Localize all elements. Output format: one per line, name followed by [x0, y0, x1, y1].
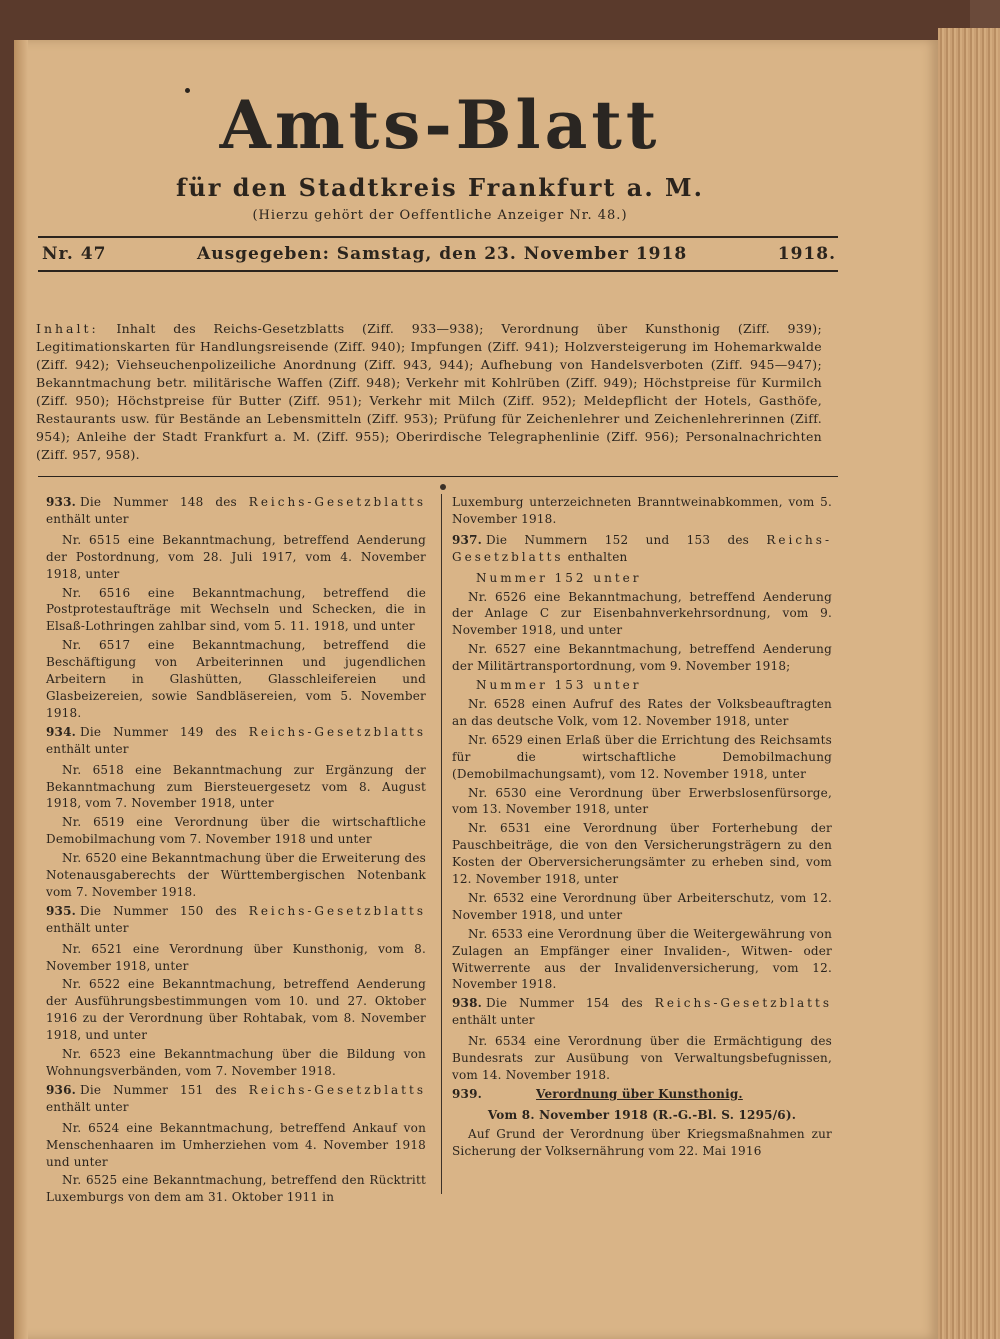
section-text: Die Nummer 154 des: [486, 996, 655, 1011]
list-item: Nr. 6525 eine Bekanntmachung, betreffend den Rücktritt Luxemburgs von dem am 31. Oktober 1911 in: [46, 1173, 426, 1205]
list-item: Nr. 6530 eine Verordnung über Erwerbslosenfürsorge, vom 13. November 1918, unter: [452, 785, 832, 817]
left-column: [46, 494, 426, 1208]
section-number: 933.: [46, 495, 77, 509]
section-spaced-text: Reichs-Gesetzblatts: [452, 532, 832, 564]
section-number: 936.: [46, 1082, 77, 1097]
issue-number: Nr. 47: [42, 244, 107, 264]
paragraph: Luxemburg unterzeichneten Branntweinabkommen, vom 5. November 1918.: [452, 495, 832, 526]
subheading: Nummer 152 unter: [476, 570, 642, 585]
ordinance-heading: [452, 1086, 832, 1103]
list-item: Nr. 6528 einen Aufruf des Rates der Volksbeauftragten an das deutsche Volk, vom 12. November 1918, unter: [452, 696, 832, 728]
issue-year: 1918.: [777, 244, 836, 264]
section-heading: [452, 995, 832, 1029]
list-item: Nr. 6516 eine Bekanntmachung, betreffend die Postprotestaufträge mit Wechseln und Schecken, die in Elsaß-Lothringen zahlbar sind, vom 5. 11. 1918, und unter: [46, 585, 426, 634]
issue-date: Ausgegeben: Samstag, den 23. November 1918: [197, 244, 688, 264]
ordinance-title: Verordnung über Kunsthonig.: [536, 1086, 743, 1101]
section-heading: [46, 494, 426, 528]
section-number: 939.: [452, 1086, 483, 1101]
page-fold-shadow: [14, 40, 28, 1339]
section-spaced-text: Reichs-Gesetzblatts: [654, 996, 832, 1011]
column-divider: [441, 494, 442, 1194]
list-item: Nr. 6534 eine Verordnung über die Ermächtigung des Bundesrats zur Ausübung von Verwaltungsbefugnissen, vom 14. November 1918.: [452, 1034, 832, 1082]
header-rule-bottom: [38, 270, 838, 272]
list-item: Nr. 6519 eine Verordnung über die wirtschaftliche Demobilmachung vom 7. November 1918 und unter: [46, 815, 426, 847]
list-item: Nr. 6521 eine Verordnung über Kunsthonig, vom 8. November 1918, unter: [46, 941, 426, 973]
list-item: Nr. 6526 eine Bekanntmachung, betreffend Aenderung der Anlage C zur Eisenbahnverkehrsordnung, vom 9. November 1918, und unter: [452, 589, 832, 638]
contents-rule: [38, 476, 838, 477]
section-spaced-text: Reichs-Gesetzblatts: [248, 495, 426, 509]
section-text: enthält unter: [46, 741, 129, 756]
section-number: 937.: [452, 532, 483, 547]
masthead-title: Amts-Blatt: [219, 86, 661, 164]
right-column: [452, 494, 832, 1162]
contents-text: Inhalt des Reichs-Gesetzblatts (Ziff. 933—938); Verordnung über Kunsthonig (Ziff. 939); Legitimationskarten für Handlungsreisende (Ziff. 940); Impfungen (Ziff. 941); Holzversteigerung im Hohemarkwalde (Ziff. 942); Viehseuchenpolizeiliche Anordnung (Ziff. 943, 944); Aufhebung von Handelsverboten (Ziff. 945—947); Bekanntmachung betr. militärische Waffen (Ziff. 948); Verkehr mit Kohlrüben (Ziff. 949); Höchstpreise für Kurmilch (Ziff. 950); Höchstpreise für Butter (Ziff. 951); Verkehr mit Milch (Ziff. 952); Meldepflicht der Hotels, Gasthöfe, Restaurants usw. für Bestände an Lebensmitteln (Ziff. 953); Prüfung für Zeichenlehrer und Zeichenlehrerinnen (Ziff. 954); Anleihe der Stadt Frankfurt a. M. (Ziff. 955); Oberirdische Telegraphenlinie (Ziff. 956); Personalnachrichten (Ziff. 957, 958).: [36, 321, 822, 462]
section-heading: [46, 903, 426, 937]
section-spaced-text: Reichs-Gesetzblatts: [248, 903, 426, 918]
ink-speck: [440, 484, 446, 490]
masthead-note: (Hierzu gehört der Oeffentliche Anzeiger Nr. 48.): [252, 208, 628, 223]
section-number: 934.: [46, 724, 77, 739]
section-text: enthält unter: [46, 920, 129, 935]
list-item: Nr. 6523 eine Bekanntmachung über die Bildung von Wohnungsverbänden, vom 7. November 1918.: [46, 1047, 426, 1078]
section-heading: [46, 724, 426, 758]
table-of-contents: [36, 320, 822, 464]
contents-label: Inhalt:: [36, 321, 99, 336]
section-text: Die Nummer 149 des: [80, 724, 249, 739]
list-item: Auf Grund der Verordnung über Kriegsmaßnahmen zur Sicherung der Volksernährung vom 22. Mai 1916: [452, 1126, 832, 1158]
list-item: Nr. 6522 eine Bekanntmachung, betreffend Aenderung der Ausführungsbestimmungen vom 10. und 27. Oktober 1916 zu der Verordnung über Rohtabak, vom 8. November 1918, und unter: [46, 977, 426, 1043]
section-text: enthalten: [563, 549, 628, 564]
list-item: Nr. 6532 eine Verordnung über Arbeiterschutz, vom 12. November 1918, und unter: [452, 890, 832, 922]
section-spaced-text: Reichs-Gesetzblatts: [248, 724, 426, 739]
section-text: Die Nummern 152 und 153 des: [486, 532, 767, 547]
list-item: Nr. 6533 eine Verordnung über die Weitergewährung von Zulagen an Empfänger einer Invaliden-, Witwen- oder Witwerrente aus der Invalidenversicherung, vom 12. November 1918.: [452, 926, 832, 992]
section-heading: [46, 1082, 426, 1116]
ordinance-date: Vom 8. November 1918 (R.-G.-Bl. S. 1295/6).: [487, 1107, 797, 1122]
section-number: 938.: [452, 996, 483, 1011]
subheading: Nummer 153 unter: [476, 678, 642, 693]
header-rule-top: [38, 236, 838, 238]
section-text: Die Nummer 148 des: [80, 495, 249, 509]
section-text: enthält unter: [452, 1013, 535, 1028]
page-stack-edge: [938, 28, 1000, 1339]
section-heading: [452, 532, 832, 566]
section-text: enthält unter: [46, 511, 129, 526]
list-item: Nr. 6531 eine Verordnung über Forterhebung der Pauschbeiträge, die von den Versicherungsträgern zu den Kosten der Oberversicherungsämter zu erheben sind, vom 12. November 1918, unter: [452, 821, 832, 887]
section-number: 935.: [46, 903, 77, 918]
masthead: [40, 85, 840, 223]
section-text: Die Nummer 150 des: [80, 903, 249, 918]
list-item: Nr. 6529 einen Erlaß über die Errichtung des Reichsamts für die wirtschaftliche Demobilmachung (Demobilmachungsamt), vom 12. November 1918, unter: [452, 732, 832, 781]
list-item: Nr. 6527 eine Bekanntmachung, betreffend Aenderung der Militärtransportordnung, vom 9. November 1918;: [452, 642, 832, 674]
issue-row: [42, 244, 836, 264]
section-text: enthält unter: [46, 1099, 129, 1114]
list-item: Nr. 6517 eine Bekanntmachung, betreffend die Beschäftigung von Arbeiterinnen und jugendlichen Arbeitern in Glashütten, Glasschleifereien und Glasbeizereien, sowie Sandbläsereien, vom 5. November 1918.: [46, 638, 426, 720]
list-item: Nr. 6520 eine Bekanntmachung über die Erweiterung des Notenausgaberechts der Württembergischen Notenbank vom 7. November 1918.: [46, 851, 426, 899]
section-spaced-text: Reichs-Gesetzblatts: [248, 1082, 426, 1097]
list-item: Nr. 6515 eine Bekanntmachung, betreffend Aenderung der Postordnung, vom 28. Juli 1917, vom 4. November 1918, unter: [46, 532, 426, 581]
list-item: Nr. 6518 eine Bekanntmachung zur Ergänzung der Bekanntmachung zum Biersteuergesetz vom 8. August 1918, vom 7. November 1918, unter: [46, 762, 426, 811]
list-item: Nr. 6524 eine Bekanntmachung, betreffend Ankauf von Menschenhaaren im Umherziehen vom 4. November 1918 und unter: [46, 1120, 426, 1169]
masthead-subtitle: für den Stadtkreis Frankfurt a. M.: [176, 173, 704, 202]
section-text: Die Nummer 151 des: [80, 1082, 249, 1097]
